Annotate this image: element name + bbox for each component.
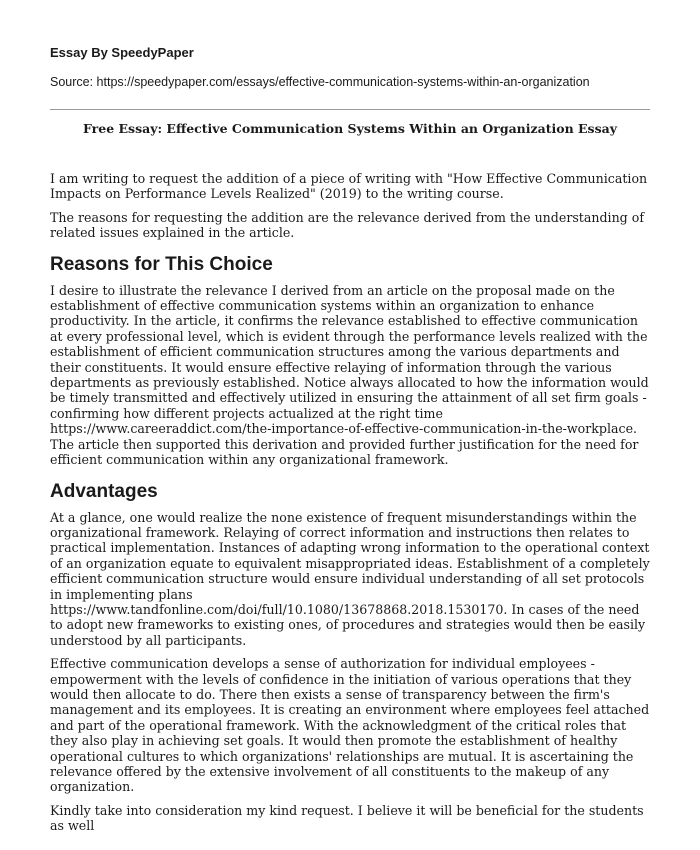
source-line: Source: https://speedypaper.com/essays/effective-communication-systems-within-an-organization xyxy=(50,75,590,89)
reasons-paragraph xyxy=(50,283,654,468)
reasons-text: I desire to illustrate the relevance I derived from an article on the proposal made on the establishment of effective communication systems within an organization to enhance productivity. In the article, it confirms the relevance established to effective communication at every professional level, which is evident through the performance levels realized with the establishment of efficient communication structures among the various departments and their constituents. It would ensure effective relaying of information through the various departments as previously established. Notice always allocated to how the information would be timely transmitted and effectively utilized in ensuring the attainment of all set firm goals - confirming how different projects actualized at the right time xyxy=(50,282,649,421)
reasons-link-text: https://www.careeraddict.com/the-importance-of-effective-communication-in-the-workplace. The article then supported this derivation and provided further justification for the need for efficient communication within any organizational framework. xyxy=(50,421,639,468)
closing-paragraph: Kindly take into consideration my kind request. I believe it will be beneficial for the students as well xyxy=(50,802,644,834)
intro-paragraph: The reasons for requesting the addition are the relevance derived from the understanding of related issues explained in the article. xyxy=(50,209,644,241)
section-heading-reasons: Reasons for This Choice xyxy=(50,253,273,275)
header-divider xyxy=(50,109,650,110)
section-heading-advantages: Advantages xyxy=(50,480,158,502)
advantages-paragraph: Effective communication develops a sense of authorization for individual employees - empowerment with the levels of confidence in the initiation of various operations that they would then allocate to do. There then exists a sense of transparency between the firm's management and its employees. It is creating an environment where employees feel attached and part of the operational framework. With the acknowledgment of the critical roles that they also play in achieving set goals. It would then promote the establishment of healthy operational cultures to which organizations' relationships are mutual. It is ascertaining the relevance offered by the extensive involvement of all constituents to the makeup of any organization. xyxy=(50,656,650,795)
brand-line: Essay By SpeedyPaper xyxy=(50,45,194,60)
essay-title: Free Essay: Effective Communication Systems Within an Organization Essay xyxy=(83,121,617,136)
intro-paragraph: I am writing to request the addition of a piece of writing with "How Effective Communication Impacts on Performance Levels Realized" (2019) to the writing course. xyxy=(50,171,648,202)
essay-body xyxy=(50,171,654,842)
advantages-paragraph: At a glance, one would realize the none existence of frequent misunderstandings within the organizational framework. Relaying of correct information and instructions then relates to practical implementation. Instances of adapting wrong information to the operational context of an organization equate to equivalent misappropriated ideas. Establishment of a completely efficient communication structure would ensure individual understanding of all set protocols in implementing plans https://www.tandfonline.com/doi/full/10.1080/13678868.2018.1530170. In cases of the need to adopt new frameworks to existing ones, of procedures and strategies would then be easily understood by all participants. xyxy=(50,509,650,648)
